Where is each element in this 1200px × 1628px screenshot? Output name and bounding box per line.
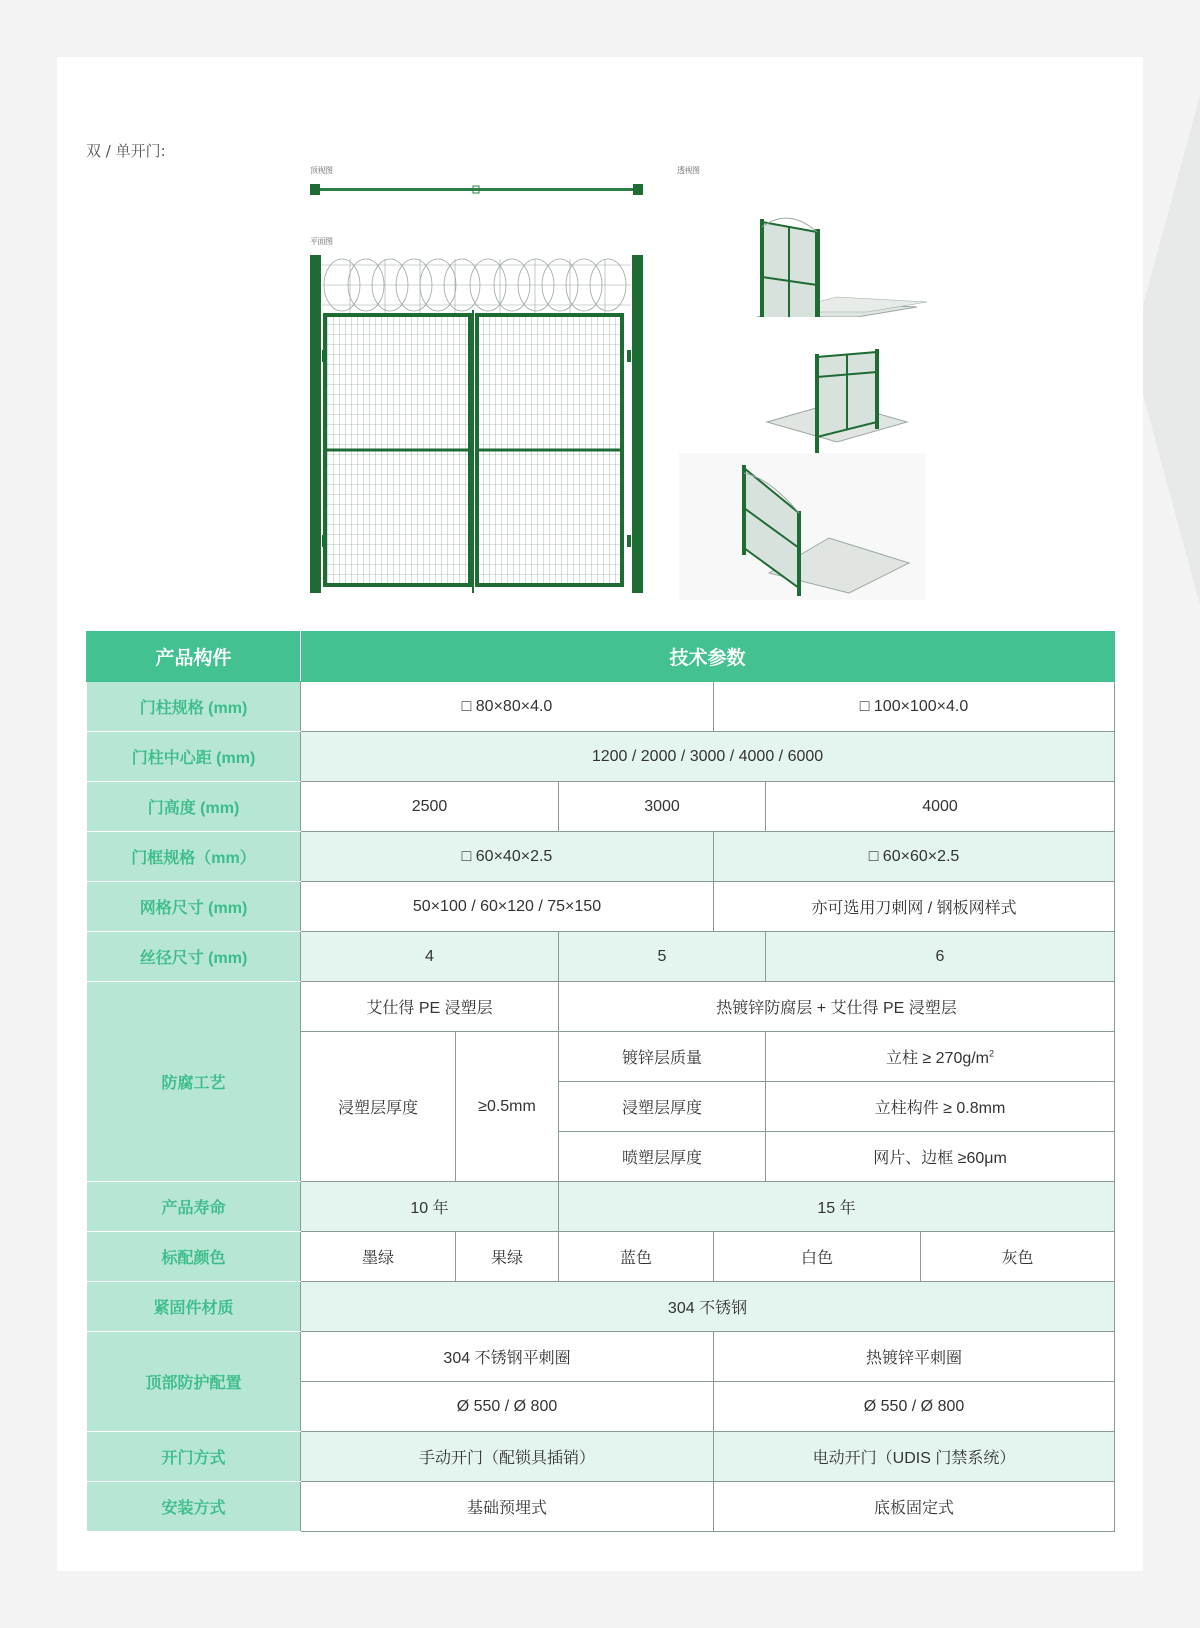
row-label-post-spec: 门柱规格 (mm): [87, 682, 301, 732]
cell-install-b: 底板固定式: [714, 1482, 1115, 1532]
cell-color-4: 白色: [714, 1232, 921, 1282]
cell-dip-value: ≥0.5mm: [456, 1032, 559, 1182]
cell-gate-height-c: 4000: [766, 782, 1115, 832]
cell-gate-height-b: 3000: [559, 782, 766, 832]
header-params: 技术参数: [301, 632, 1115, 682]
gate-top-view: [310, 184, 643, 195]
cell-post-center: 1200 / 2000 / 3000 / 4000 / 6000: [301, 732, 1115, 782]
cell-install-a: 基础预埋式: [301, 1482, 714, 1532]
table-row: [87, 882, 1115, 932]
iso-view-caption: 透视图: [677, 166, 700, 175]
table-row: [87, 1432, 1115, 1482]
cell-top-guard-a: 304 不锈钢平刺圈: [301, 1332, 714, 1382]
cell-zinc-value: [766, 1032, 1115, 1082]
header-component: 产品构件: [87, 632, 301, 682]
table-row: [87, 1332, 1115, 1382]
cell-gate-height-a: 2500: [301, 782, 559, 832]
row-label-wire-dia: 丝径尺寸 (mm): [87, 932, 301, 982]
cell-frame-spec-a: □ 60×40×2.5: [301, 832, 714, 882]
section-label: 双 / 单开门:: [86, 142, 166, 160]
cell-color-5: 灰色: [921, 1232, 1115, 1282]
row-label-frame-spec: 门框规格（mm）: [87, 832, 301, 882]
cell-lifespan-b: 15 年: [559, 1182, 1115, 1232]
row-label-anticorrosion: 防腐工艺: [87, 982, 301, 1182]
background-decoration: [1142, 95, 1200, 605]
table-row: [87, 832, 1115, 882]
row-label-fastener: 紧固件材质: [87, 1282, 301, 1332]
cell-spray-value: 网片、边框 ≥60μm: [766, 1132, 1115, 1182]
table-row: [87, 932, 1115, 982]
cell-open-mode-b: 电动开门（UDIS 门禁系统）: [714, 1432, 1115, 1482]
cell-spray-label: 喷塑层厚度: [559, 1132, 766, 1182]
table-row: [87, 982, 1115, 1032]
cell-wire-dia-b: 5: [559, 932, 766, 982]
table-row: [87, 1182, 1115, 1232]
cell-fastener: 304 不锈钢: [301, 1282, 1115, 1332]
cell-lifespan-a: 10 年: [301, 1182, 559, 1232]
cell-frame-spec-b: □ 60×60×2.5: [714, 832, 1115, 882]
table-row: [87, 1232, 1115, 1282]
gate-iso-view-3: [679, 453, 925, 600]
gate-drawings: [57, 57, 1143, 617]
table-row: [87, 732, 1115, 782]
cell-post-spec-a: □ 80×80×4.0: [301, 682, 714, 732]
row-label-colors: 标配颜色: [87, 1232, 301, 1282]
zinc-value-text: 立柱 ≥ 270g/m: [885, 1050, 990, 1067]
table-row: [87, 682, 1115, 732]
cell-color-1: 墨绿: [301, 1232, 456, 1282]
cell-open-mode-a: 手动开门（配锁具插销）: [301, 1432, 714, 1482]
top-view-caption: 顶视图: [310, 166, 333, 175]
gate-iso-view-2: [737, 312, 977, 462]
cell-dip2-value: 立柱构件 ≥ 0.8mm: [766, 1082, 1115, 1132]
cell-post-spec-b: □ 100×100×4.0: [714, 682, 1115, 732]
spec-table: [86, 631, 1115, 1532]
zinc-value-sup: 2: [989, 1048, 995, 1059]
cell-mesh-size-b: 亦可选用刀刺网 / 钢板网样式: [714, 882, 1115, 932]
page-sheet: [57, 57, 1143, 1571]
row-label-gate-height: 门高度 (mm): [87, 782, 301, 832]
row-label-post-center: 门柱中心距 (mm): [87, 732, 301, 782]
cell-zinc-label: 镀锌层质量: [559, 1032, 766, 1082]
cell-color-2: 果绿: [456, 1232, 559, 1282]
row-label-top-guard: 顶部防护配置: [87, 1332, 301, 1432]
cell-top-guard-b-size: Ø 550 / Ø 800: [714, 1382, 1115, 1432]
row-label-open-mode: 开门方式: [87, 1432, 301, 1482]
row-label-lifespan: 产品寿命: [87, 1182, 301, 1232]
cell-wire-dia-a: 4: [301, 932, 559, 982]
cell-dip2-label: 浸塑层厚度: [559, 1082, 766, 1132]
table-row: [87, 782, 1115, 832]
cell-wire-dia-c: 6: [766, 932, 1115, 982]
cell-anticorrosion-opt-b: 热镀锌防腐层 + 艾仕得 PE 浸塑层: [559, 982, 1115, 1032]
row-label-install: 安装方式: [87, 1482, 301, 1532]
cell-mesh-size-a: 50×100 / 60×120 / 75×150: [301, 882, 714, 932]
cell-color-3: 蓝色: [559, 1232, 714, 1282]
table-row: [87, 1482, 1115, 1532]
cell-dip-label: 浸塑层厚度: [301, 1032, 456, 1182]
table-header-row: [87, 632, 1115, 682]
cell-anticorrosion-opt-a: 艾仕得 PE 浸塑层: [301, 982, 559, 1032]
gate-front-view: [310, 255, 643, 593]
table-row: [87, 1282, 1115, 1332]
row-label-mesh-size: 网格尺寸 (mm): [87, 882, 301, 932]
cell-top-guard-a-size: Ø 550 / Ø 800: [301, 1382, 714, 1432]
cell-top-guard-b: 热镀锌平刺圈: [714, 1332, 1115, 1382]
gate-iso-view-1: [717, 167, 977, 317]
plan-view-caption: 平面图: [310, 237, 333, 246]
